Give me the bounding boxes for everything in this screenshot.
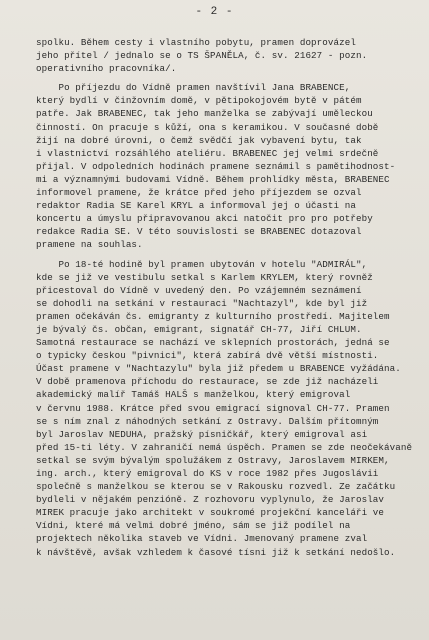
text-line: i vlastnictví rozsáhlého ateliéru. BRABENEC jej velmi srdečně	[36, 147, 379, 159]
text-line: pramene na souhlas.	[36, 239, 143, 251]
text-line: kde se již ve vestibulu setkal s Karlem KRYLEM, který rovněž	[36, 271, 373, 283]
text-line: koncertu a úmyslu připravovanou akci natočit pro pro potřeby	[36, 213, 373, 225]
text-line: k návštěvě, avšak vzhledem k časové tísni již k setkání nedošlo.	[36, 546, 396, 558]
text-line: mi a významnými budovami Vídně. Během prohlídky města, BRABENEC	[36, 173, 390, 185]
text-line: před 15-ti léty. V zahraničí nemá úspěch. Pramen se zde neočekávaně	[36, 441, 413, 453]
text-line: Účast pramene v "Nachtazylu" byla již předem u BRABENCE vyžádána.	[36, 363, 401, 375]
text-line: informovel pramene, že krátce před jeho příjezdem se ozval	[36, 187, 362, 199]
text-line: Samotná restaurace se nachází ve sklepních prostorách, jedná se	[36, 337, 390, 349]
text-line: společně s manželkou se kterou se v Rakousku rozvedl. Ze začátku	[36, 481, 396, 493]
paragraph	[36, 258, 422, 559]
text-line: bydleli v nějakém penzióně. Z rozhovoru vyplynulo, že Jaroslav	[36, 494, 385, 506]
text-line: ing. arch., který emigroval do KS v roce 1982 přes Jugoslávii	[36, 468, 379, 479]
text-line: akademický malíř Tamáš HALŠ s manželkou, který emigroval	[36, 389, 351, 401]
text-line: byl Jaroslav NEDUHA, pražský písničkář, který emigroval asi	[36, 428, 368, 440]
text-line: přijal. V odpoledních hodinách pramene seznámil s pamětihodnost-	[36, 160, 396, 172]
text-line: o typicky českou "pivnici", která zabírá dvě větší místnosti.	[36, 350, 379, 362]
page-number: - 2 -	[195, 6, 234, 18]
text-line: Vídni, které má velmi dobré jméno, sám se již podílel na	[36, 520, 351, 532]
text-line: činností. On pracuje s kůží, ona s keramikou. V současné době	[36, 121, 379, 133]
text-line: který bydlí v činžovním domě, v pětipokojovém bytě v pátém	[36, 95, 362, 107]
text-line: žijí na dobré úrovni, o čemž svědčí jak vybavení bytu, tak	[36, 134, 362, 146]
text-line: přicestoval do Vídně v uvedený den. Po vzájemném seznámení	[36, 284, 362, 296]
text-line: projektech několika staveb ve Vídni. Jmenovaný pramene zval	[36, 533, 368, 545]
text-line: operativního pracovníka/.	[36, 63, 177, 75]
text-line: se dohodli na setkání v restauraci "Nachtazyl", kde byl již	[36, 297, 368, 309]
paragraph	[36, 81, 422, 251]
text-line: pramen očekáván čs. emigranty z kulturního prostředí. Majitelem	[36, 310, 390, 322]
paragraph	[36, 36, 422, 75]
text-line: patře. Jak BRABENEC, tak jeho manželka se zabývají uměleckou	[36, 108, 373, 120]
text-line: je bývalý čs. občan, emigrant, signatář CH-77, Jiří CHLUM.	[36, 323, 362, 335]
text-line: v červnu 1988. Krátce před svou emigrací signoval CH-77. Pramen	[36, 402, 390, 414]
text-line: spolku. Během cesty i vlastního pobytu, pramen doprovázel	[36, 37, 356, 48]
text-line: redaktor Radia SE Karel KRYL a informoval jej o účasti na	[36, 200, 356, 212]
text-line: MIREK pracuje jako architekt v soukromé projekční kanceláři ve	[36, 507, 385, 519]
text-line: jeho přítel / jednalo se o TS ŠPANĚLA, č. sv. 21627 - pozn.	[36, 50, 368, 62]
document-body	[36, 36, 422, 559]
text-line: setkal se svým bývalým spolužákem z Ostravy, Jaroslavem MIRKEM,	[36, 454, 390, 466]
text-line: se s ním znal z náhodných setkání z Ostravy. Dalším přítomným	[36, 415, 379, 427]
text-line: Po příjezdu do Vídně pramen navštívil Jana BRABENCE,	[36, 82, 351, 94]
text-line: V době pramenova příchodu do restaurace, se zde již nacházeli	[36, 376, 379, 388]
text-line: Po 18-té hodině byl pramen ubytován v hotelu "ADMIRÁL",	[36, 258, 368, 270]
text-line: redakce Radia SE. V této souvislosti se BRABENEC dotazoval	[36, 226, 362, 238]
